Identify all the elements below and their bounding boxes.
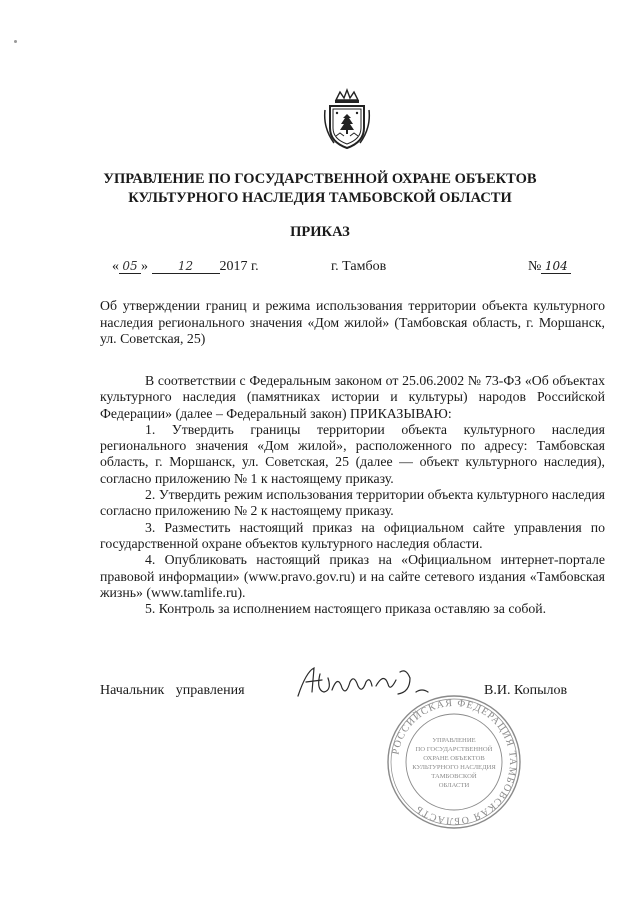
signatory-name: В.И. Копылов [484,683,568,698]
seal-line-4: КУЛЬТУРНОГО НАСЛЕДИЯ [412,764,496,771]
seal-line-1: УПРАВЛЕНИЕ [432,737,476,744]
order-item-1: 1. Утвердить границы территории объекта культурного наследия регионального значения «Дом жилой», расположенного по адресу: Тамбовская область, г. Моршанск, ул. Советская, 25 (далее — объект культурного наследия), согласно приложению № 1 к настоящему приказу. [100,421,605,486]
date-month: 12 [152,259,220,274]
order-item-4: 4. Опубликовать настоящий приказ на «Официальном интернет-портале правовой информации» (www.pravo.gov.ru) и на сайте сетевого издания «Тамбовская жизнь» (www.tamlife.ru). [100,552,605,600]
official-seal [386,694,522,830]
organization-heading [40,170,600,208]
seal-line-2: ПО ГОСУДАРСТВЕННОЙ [415,746,493,753]
order-city: г. Тамбов [331,259,387,274]
seal-ring-text: РОССИЙСКАЯ ФЕДЕРАЦИЯ ТАМБОВСКАЯ ОБЛАСТЬ [390,697,519,827]
org-line-1: УПРАВЛЕНИЕ ПО ГОСУДАРСТВЕННОЙ ОХРАНЕ ОБЪЕКТОВ [103,171,537,187]
order-item-5: 5. Контроль за исполнением настоящего приказа оставляю за собой. [145,601,547,617]
date-year: 2017 г. [219,259,259,274]
order-number-value: 104 [541,259,571,274]
preamble: В соответствии с Федеральным законом от 25.06.2002 № 73-ФЗ «Об объектах культурного наследия (памятниках истории и культуры) народов Российской Федерации» (далее – Федеральный закон) ПРИКАЗЫВАЮ: [100,373,605,421]
order-body [100,373,605,617]
order-number: № 104 [528,259,571,275]
org-line-2: КУЛЬТУРНОГО НАСЛЕДИЯ ТАМБОВСКОЙ ОБЛАСТИ [128,190,512,206]
signatory-title: Начальник управления [100,683,245,698]
coat-of-arms-icon [322,88,372,150]
document-type: ПРИКАЗ [290,224,350,240]
scan-speck [14,40,17,43]
date-day: 05 [119,259,141,274]
order-date: « 05 » 12 2017 г. [112,259,259,274]
seal-line-5: ТАМБОВСКОЙ [431,773,477,780]
order-item-3: 3. Разместить настоящий приказ на официальном сайте управления по государственной охране объектов культурного наследия области. [100,519,605,551]
order-item-2: 2. Утвердить режим использования территории объекта культурного наследия согласно приложению № 2 к настоящему приказу. [100,487,605,519]
order-subject: Об утверждении границ и режима использования территории объекта культурного наследия регионального значения «Дом жилой» (Тамбовская область, г. Моршанск, ул. Советская, 25) [100,298,605,346]
seal-line-3: ОХРАНЕ ОБЪЕКТОВ [423,755,485,762]
seal-line-6: ОБЛАСТИ [438,782,470,789]
